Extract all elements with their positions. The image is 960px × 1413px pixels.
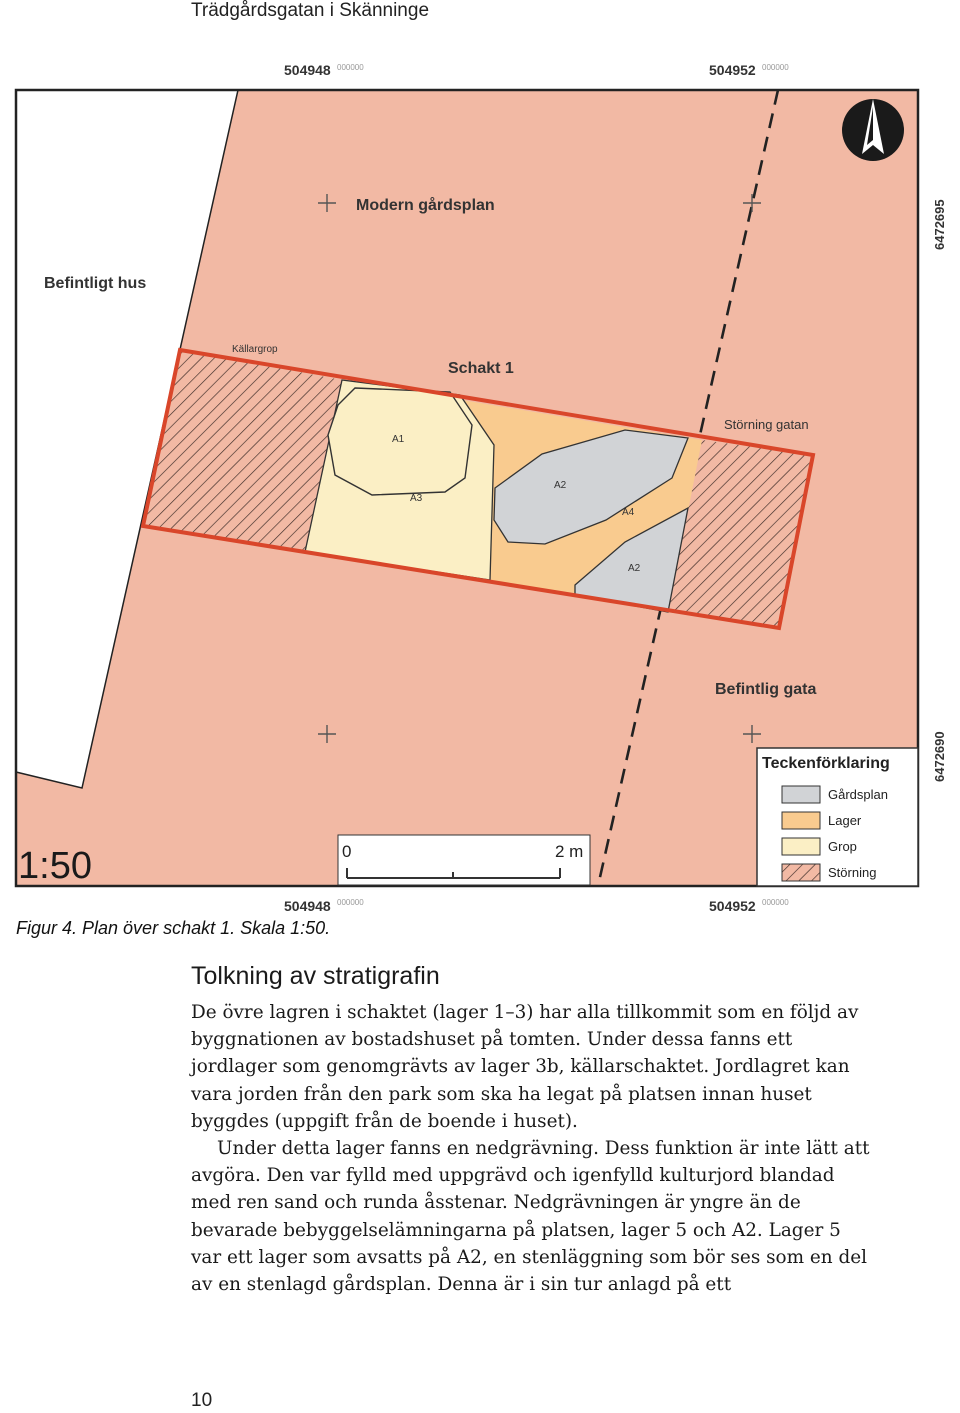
coord-bottom-right: 504952 xyxy=(709,898,756,914)
legend-label-lager: Lager xyxy=(828,813,862,828)
label-kallargrop: Källargrop xyxy=(232,344,278,355)
site-plan-map xyxy=(0,50,960,920)
label-befintligt-hus: Befintligt hus xyxy=(44,275,147,292)
coord-bottom-right-suffix: 000000 xyxy=(762,898,789,907)
coord-right-upper: 6472695 xyxy=(932,199,947,250)
label-schakt: Schakt 1 xyxy=(448,360,514,377)
coord-top-left-suffix: 000000 xyxy=(337,63,364,72)
legend-title: Teckenförklaring xyxy=(762,755,890,772)
paragraph: Under detta lager fanns en nedgrävning. Dess funktion är inte lätt att avgöra. Den var fylld med uppgrävd och igenfylld kulturjord blandad med ren sand och runda åsstenar. Nedgrävningen är yngre än de bevarade bebyggelselämningarna på platsen, lager 5 och A2. Lager 5 var ett lager som avsatts på A2, en stenläggning som bör ses som en del av en stenlagd gårdsplan. Denna är i sin tur anlagd på ett xyxy=(191,1138,870,1296)
legend-label-gardsplan: Gårdsplan xyxy=(828,787,888,802)
page-number: 10 xyxy=(191,1390,213,1411)
scale-bar xyxy=(338,835,590,885)
legend xyxy=(757,748,918,886)
label-a3: A3 xyxy=(410,493,423,504)
label-modern-gardsplan: Modern gårdsplan xyxy=(356,197,495,214)
legend-swatch-grop xyxy=(782,838,820,855)
coord-top-right: 504952 xyxy=(709,62,756,78)
coord-bottom-left-suffix: 000000 xyxy=(337,898,364,907)
label-a2-upper: A2 xyxy=(554,480,567,491)
figure-caption: Figur 4. Plan över schakt 1. Skala 1:50. xyxy=(16,918,331,938)
legend-label-storning: Störning xyxy=(828,865,877,880)
coord-bottom-left: 504948 xyxy=(284,898,331,914)
site-plan-figure xyxy=(0,50,960,920)
label-storning-gatan: Störning gatan xyxy=(724,417,809,432)
scale-label: 1:50 xyxy=(18,845,92,887)
coord-top-right-suffix: 000000 xyxy=(762,63,789,72)
label-a4: A4 xyxy=(622,507,635,518)
legend-swatch-storning xyxy=(782,864,820,881)
legend-swatch-gardsplan xyxy=(782,786,820,803)
coord-right-lower: 6472690 xyxy=(932,731,947,782)
north-arrow-icon xyxy=(842,99,904,161)
label-a2-lower: A2 xyxy=(628,563,641,574)
legend-label-grop: Grop xyxy=(828,839,857,854)
scalebar-start-label: 0 xyxy=(342,842,352,861)
scalebar-end-label: 2 m xyxy=(555,842,584,861)
coord-top-left: 504948 xyxy=(284,62,331,78)
running-header: Trädgårdsgatan i Skänninge xyxy=(191,0,430,21)
paragraph: De övre lagren i schaktet (lager 1–3) har alla tillkommit som en följd av byggnationen av bostadshuset på tomten. Under dessa fanns ett jordlager som genomgrävts av lager 3b, källarschaktet. Jordlagret kan vara jorden från den park som ska ha legat på platsen innan huset byggdes (uppgift från de boende i huset). xyxy=(191,1002,859,1132)
label-befintlig-gata: Befintlig gata xyxy=(715,681,817,698)
label-a1: A1 xyxy=(392,434,405,445)
section-heading: Tolkning av stratigrafin xyxy=(191,962,440,990)
legend-swatch-lager xyxy=(782,812,820,829)
body-text xyxy=(191,999,871,1298)
